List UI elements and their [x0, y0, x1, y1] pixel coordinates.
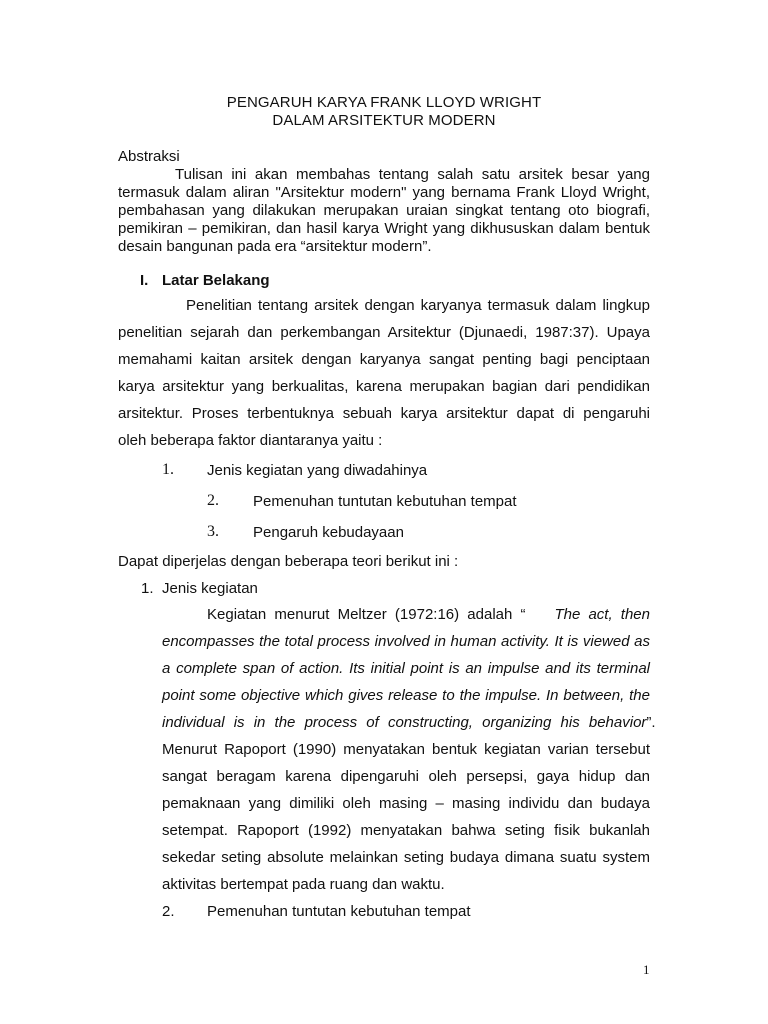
body-line: sekedar seting absolute melainkan seting budaya dimana suatu system: [162, 849, 650, 866]
quote-line: encompasses the total process involved in human activity. It is viewed as: [162, 633, 650, 650]
theory-heading: Pemenuhan tuntutan kebutuhan tempat: [207, 903, 471, 920]
page-number: 1: [643, 962, 650, 977]
factor-label: Pemenuhan tuntutan kebutuhan tempat: [253, 493, 517, 510]
quote-start: The act, then: [554, 606, 650, 623]
paragraph-line: memahami kaitan arsitek dengan karyanya sangat penting bagi penciptaan: [118, 351, 650, 368]
theory-number: 1.: [141, 580, 154, 597]
factor-number: 3.: [207, 523, 219, 540]
factor-label: Pengaruh kebudayaan: [253, 524, 404, 541]
body-line: sangat beragam karena dipengaruhi oleh persepsi, gaya hidup dan: [162, 768, 650, 785]
theory-heading: Jenis kegiatan: [162, 580, 258, 597]
body-line: pemaknaan yang dimiliki oleh masing – masing individu dan budaya: [162, 795, 650, 812]
body-line: setempat. Rapoport (1992) menyatakan bahwa seting fisik bukanlah: [162, 822, 650, 839]
abstract-line: pemikiran – pemikiran, dan hasil karya Wright yang dikhususkan dalam bentuk: [118, 220, 650, 237]
document-title-line-2: DALAM ARSITEKTUR MODERN: [272, 112, 496, 129]
paragraph-line: karya arsitektur yang berkualitas, karena merupakan bagian dari pendidikan: [118, 378, 650, 395]
paragraph-line: penelitian sejarah dan perkembangan Arsitektur (Djunaedi, 1987:37). Upaya: [118, 324, 650, 341]
theory-number: 2.: [162, 903, 175, 920]
factor-number: 2.: [207, 492, 219, 509]
abstract-line: desain bangunan pada era “arsitektur modern”.: [118, 238, 432, 255]
abstract-line: termasuk dalam aliran "Arsitektur modern" yang bernama Frank Lloyd Wright,: [118, 184, 650, 201]
paragraph-line: arsitektur. Proses terbentuknya sebuah karya arsitektur dapat di pengaruhi: [118, 405, 650, 422]
section-number: I.: [140, 272, 149, 289]
transition-text: Dapat diperjelas dengan beberapa teori berikut ini :: [118, 553, 459, 570]
theory-line-first: [207, 606, 650, 623]
quote-line: a complete span of action. Its initial point is an impulse and its terminal: [162, 660, 650, 677]
body-line: aktivitas bertempat pada ruang dan waktu.: [162, 876, 445, 893]
body-line: Menurut Rapoport (1990) menyatakan bentuk kegiatan varian tersebut: [162, 741, 650, 758]
section-heading: Latar Belakang: [162, 272, 270, 289]
factor-number: 1.: [162, 461, 174, 478]
quote-close: ”.: [646, 714, 656, 731]
quote-end: individual is in the process of constructing, organizing his behavior: [162, 714, 647, 731]
abstract-heading: Abstraksi: [118, 148, 180, 165]
paragraph-line: oleh beberapa faktor diantaranya yaitu :: [118, 432, 383, 449]
theory-line-prefix: Kegiatan menurut Meltzer (1972:16) adalah “: [207, 606, 526, 623]
paragraph-line: Penelitian tentang arsitek dengan karyanya termasuk dalam lingkup: [186, 297, 650, 314]
quote-line-last: [162, 714, 656, 731]
document-title-line-1: PENGARUH KARYA FRANK LLOYD WRIGHT: [226, 94, 542, 111]
factor-label: Jenis kegiatan yang diwadahinya: [207, 462, 428, 479]
quote-line: point some objective which gives release to the impulse. In between, the: [162, 687, 650, 704]
abstract-line: Tulisan ini akan membahas tentang salah satu arsitek besar yang: [175, 166, 650, 183]
abstract-line: pembahasan yang dilakukan merupakan uraian singkat tentang oto biografi,: [118, 202, 650, 219]
